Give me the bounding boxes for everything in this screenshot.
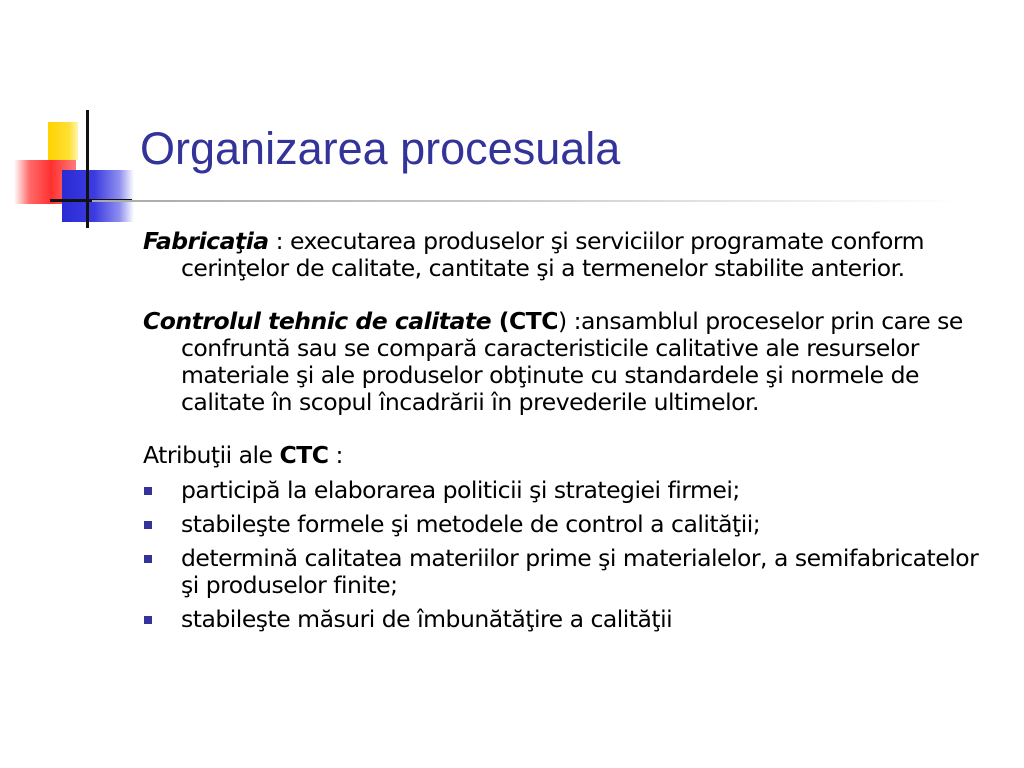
slide-logo-decoration — [0, 0, 150, 240]
logo-vertical-line — [86, 110, 89, 228]
bullet-square-icon — [144, 555, 152, 563]
bullet-square-icon — [144, 487, 152, 495]
logo-blue-square — [62, 170, 134, 222]
definition-ctc: ) :ansamblul proceselor prin care se confruntă sau se compară caracteristicile calitative ale resurselor materiale şi ale produselor obţinute cu standardele şi normele de calitate în scopul încadrării în prevederile ultimelor. — [181, 307, 963, 416]
term-fabricatia: Fabricaţia — [143, 227, 269, 255]
bullet-square-icon — [144, 616, 152, 624]
list-item-text: determină calitatea materiilor prime şi materialelor, a semifabricatelor şi produselor finite; — [181, 544, 979, 599]
list-item — [143, 545, 993, 599]
paragraph-ctc — [143, 308, 993, 416]
term-ctc: Controlul tehnic de calitate — [143, 307, 492, 335]
paragraph-fabricatia — [143, 228, 993, 282]
list-item-text: stabileşte formele şi metodele de control a calităţii; — [181, 510, 761, 538]
definition-fabricatia: : executarea produselor şi serviciilor programate conform cerinţelor de calitate, cantitate şi a termenelor stabilite anterior. — [181, 227, 924, 282]
atributii-abbr: CTC — [279, 441, 329, 469]
atributii-heading — [143, 442, 993, 469]
title-underline-rule — [92, 200, 962, 202]
ctc-open-paren: ( — [491, 307, 509, 335]
list-item-text: stabileşte măsuri de îmbunătăţire a calităţii — [181, 605, 673, 633]
logo-yellow-square — [48, 122, 78, 160]
ctc-abbreviation: CTC — [508, 307, 558, 335]
list-item — [143, 606, 993, 633]
slide-title: Organizarea procesuala — [140, 123, 621, 174]
list-item — [143, 477, 993, 504]
list-item — [143, 511, 993, 538]
list-item-text: participă la elaborarea politicii şi strategiei firmei; — [181, 476, 740, 504]
atributii-list — [143, 477, 993, 633]
atributii-prefix: Atribuţii ale — [143, 441, 280, 469]
atributii-suffix: : — [328, 441, 343, 469]
bullet-square-icon — [144, 521, 152, 529]
slide-content — [143, 228, 993, 640]
